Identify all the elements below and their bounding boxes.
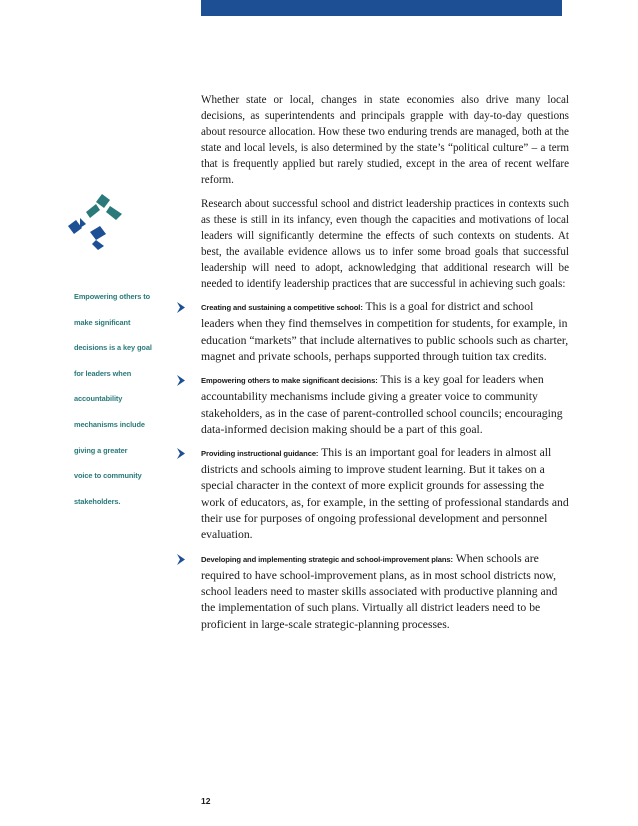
logo-shape-blue-bottom (90, 226, 106, 250)
pull-quote-line: voice to community (74, 471, 142, 481)
top-color-bar (201, 0, 562, 16)
pull-quote-line: stakeholders. (74, 496, 121, 506)
body-paragraph: Whether state or local, changes in state economies also drive many local decisions, as superintendents and principals grapple with day-to-day questions about resource allocation. How these two enduring trends are managed, both at the state and local levels, is also determined by the state’s “political culture” – a term that is frequently applied but rarely studied, except in the area of recent welfare reform. (201, 94, 569, 187)
page-number: 12 (201, 796, 211, 806)
logo-shape-teal-top (86, 194, 110, 218)
bullet-text: When schools are required to have school-improvement plans, as in most school districts now, school leaders need to master skills associated with productive planning and the implementation of such plans. Virtually all district leaders need to be proficient in large-scale strategic-planning processes. (201, 551, 558, 631)
bullet-lead: Developing and implementing strategic and school-improvement plans: (201, 554, 453, 564)
chevron-right-icon (176, 302, 186, 313)
bullet-lead: Providing instructional guidance: (201, 449, 319, 459)
pull-quote-line: Empowering others to (74, 292, 151, 301)
chevron-right-icon (176, 554, 186, 565)
bullet-item (201, 551, 569, 633)
logo-shape-teal-right (106, 206, 122, 220)
sidebar-pull-quote (74, 284, 164, 514)
bullet-item (201, 445, 569, 544)
body-paragraph: Research about successful school and district leadership practices in contexts such as these is still in its infancy, even though the capacities and motivations of local leaders will significantly determine the effects of such contexts on students. At best, the available evidence allows us to infer some broad goals that successful leadership will need to adopt, acknowledging that additional research will be needed to identify leadership practices that are successful in achieving such goals: (201, 197, 569, 291)
bullet-text: This is a key goal for leaders when accountability mechanisms include giving a greater voice to community stakeholders, as in the case of parent-controlled school councils; encouraging data-informed decision making should be a part of this goal. (201, 373, 563, 436)
bullet-item (201, 372, 569, 438)
pull-quote-line: decisions is a key goal (74, 343, 152, 353)
chevron-right-icon (176, 375, 186, 386)
bullet-lead: Empowering others to make significant decisions: (201, 376, 378, 386)
bullet-text: This is an important goal for leaders in almost all districts and schools aiming to improve student learning. But it takes on a special character in the context of more explicit grounds for assessing the work of educators, as, for example, in the setting of professional standards and their use for purposes of ongoing professional development and personnel evaluation. (201, 446, 569, 542)
pull-quote-line: make significant (74, 317, 131, 327)
pull-quote-line: giving a greater (74, 445, 128, 455)
main-text-column (201, 92, 569, 640)
bullet-text: This is a goal for district and school leaders when they find themselves in competition for students, for example, in education “markets” that include alternatives to public schools such as charter, magnet and private schools, perhaps supported through tuition tax credits. (201, 300, 569, 363)
pull-quote-line: mechanisms include (74, 419, 145, 429)
bullet-item (201, 299, 569, 365)
pull-quote-line: for leaders when (74, 368, 132, 378)
chevron-right-icon (176, 448, 186, 459)
pull-quote-line: accountability (74, 394, 123, 404)
bullet-lead: Creating and sustaining a competitive school: (201, 303, 363, 313)
logo-shape-blue-left (68, 218, 86, 234)
logo-icon (66, 188, 128, 250)
